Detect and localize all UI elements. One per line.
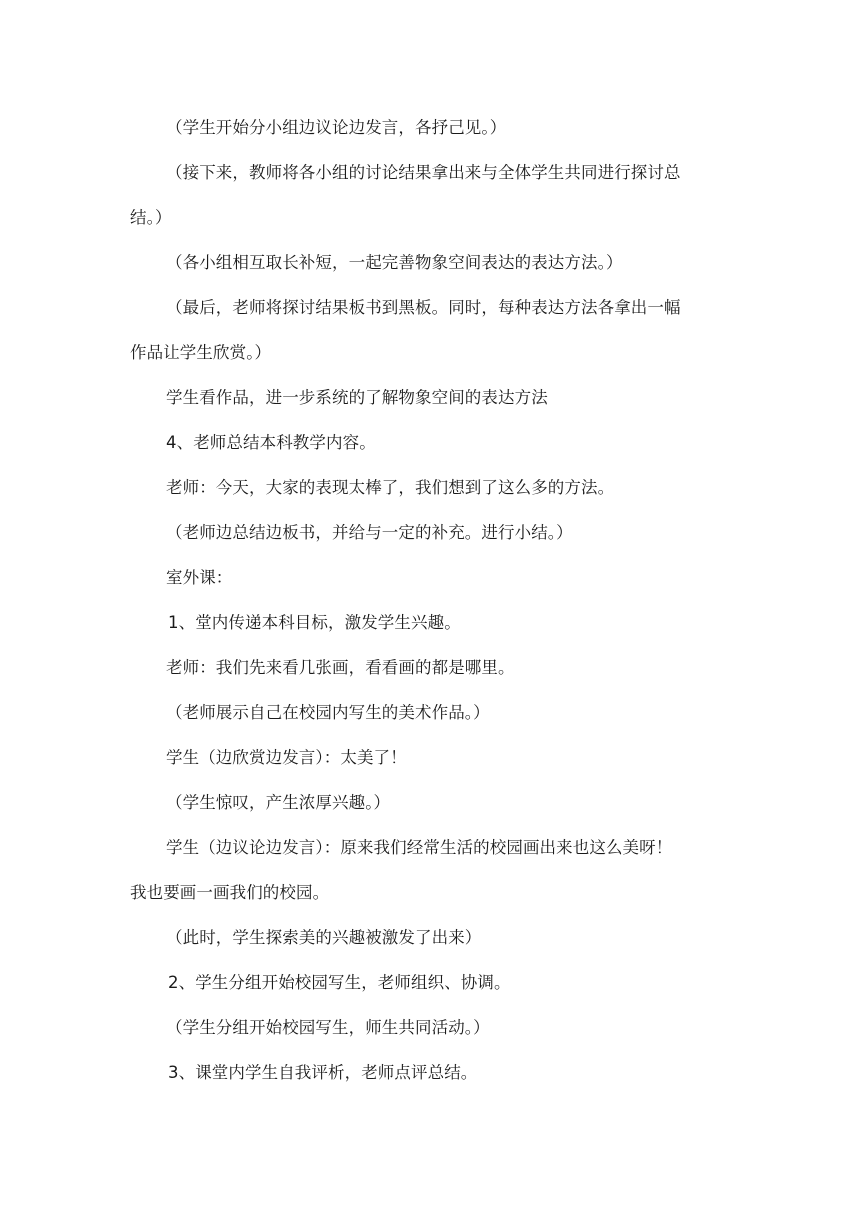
paragraph-line: （此时，学生探索美的兴趣被激发了出来） — [166, 928, 482, 947]
paragraph-line: 室外课： — [166, 568, 233, 587]
paragraph-line: 我也要画一画我们的校园。 — [130, 883, 330, 902]
paragraph-line: 作品让学生欣赏。） — [130, 343, 272, 362]
paragraph-line: 老师：我们先来看几张画，看看画的都是哪里。 — [166, 658, 515, 677]
paragraph-line: 学生（边议论边发言）：原来我们经常生活的校园画出来也这么美呀！ — [166, 838, 673, 857]
paragraph-line: （接下来，教师将各小组的讨论结果拿出来与全体学生共同进行探讨总 — [166, 163, 681, 182]
document-body — [130, 112, 742, 1102]
paragraph-line: 2、学生分组开始校园写生，老师组织、协调。 — [168, 973, 511, 992]
paragraph-line: 3、课堂内学生自我评析，老师点评总结。 — [168, 1063, 478, 1082]
paragraph-line: （老师边总结边板书，并给与一定的补充。进行小结。） — [166, 523, 573, 542]
paragraph-line: 结。） — [130, 208, 172, 227]
paragraph-line: （各小组相互取长补短，一起完善物象空间表达的表达方法。） — [166, 253, 623, 272]
paragraph-line: 1、堂内传递本科目标，激发学生兴趣。 — [168, 613, 461, 632]
paragraph-line: 4、老师总结本科教学内容。 — [166, 433, 376, 452]
paragraph-line: （老师展示自己在校园内写生的美术作品。） — [166, 703, 490, 722]
paragraph-line: （学生开始分小组边议论边发言，各抒己见。） — [166, 118, 507, 137]
paragraph-line: （最后，老师将探讨结果板书到黑板。同时，每种表达方法各拿出一幅 — [166, 298, 681, 317]
paragraph-line: 学生看作品，进一步系统的了解物象空间的表达方法 — [166, 388, 548, 407]
paragraph-line: （学生分组开始校园写生，师生共同活动。） — [166, 1018, 490, 1037]
paragraph-line: （学生惊叹，产生浓厚兴趣。） — [166, 793, 391, 812]
paragraph-line: 学生（边欣赏边发言）：太美了！ — [166, 748, 407, 767]
paragraph-line: 老师：今天，大家的表现太棒了，我们想到了这么多的方法。 — [166, 478, 615, 497]
